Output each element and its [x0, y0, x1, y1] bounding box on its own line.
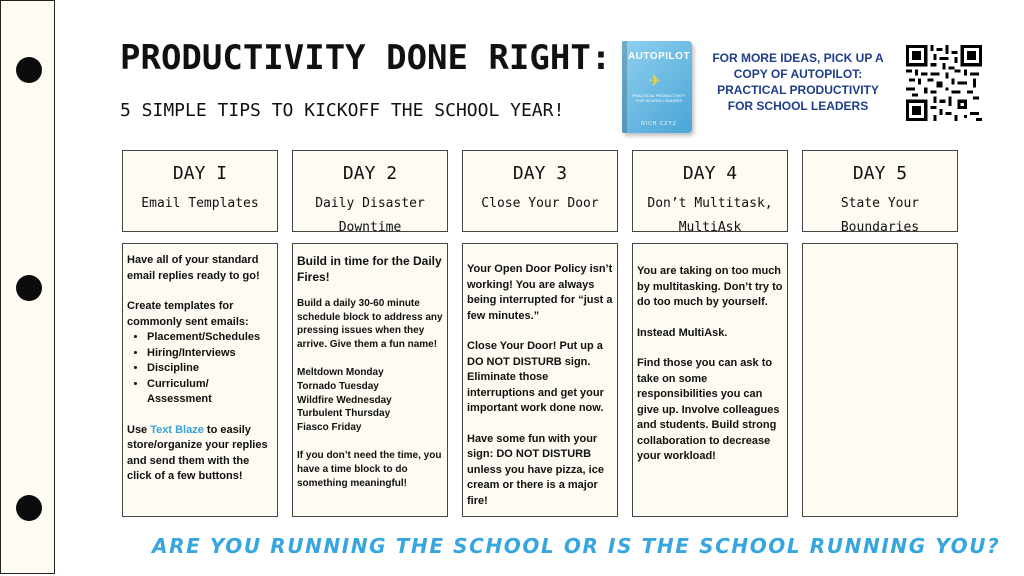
day-3-p1: Your Open Door Policy isn’t working! You are always being interrupted for “just a few minutes.” [467, 263, 613, 322]
day-label: DAY I [172, 163, 228, 184]
book-author: RICH CZYZ [641, 121, 677, 127]
list-item: • Discipline [147, 361, 273, 377]
day-2-content [292, 243, 448, 517]
day-4-header [632, 150, 788, 235]
day-4-p2: Instead MultiAsk. [637, 326, 728, 339]
day-topic: Don’t Multitask, MultiAsk [647, 196, 773, 235]
day-3-p2: Close Your Door! Put up a DO NOT DISTURB sign. Eliminate those interruptions and get your important work done now. [467, 340, 604, 414]
promo-text: FOR MORE IDEAS, PICK UP A COPY OF AUTOPILOT: PRACTICAL PRODUCTIVITY FOR SCHOOL LEADERS [712, 51, 884, 113]
tagline: ARE YOU RUNNING THE SCHOOL OR IS THE SCHOOL RUNNING YOU? [152, 534, 1001, 558]
day-2-header [292, 150, 448, 235]
day-1-tool-tip [127, 423, 273, 485]
list-item: Wildfire Wednesday [297, 394, 392, 406]
use-text: Use [127, 423, 148, 436]
day-label: DAY 2 [342, 163, 398, 184]
binder-strip [0, 0, 55, 574]
list-item: Meltdown Monday [297, 367, 384, 379]
template-list [127, 330, 273, 408]
page-title: PRODUCTIVITY DONE RIGHT: [120, 38, 612, 78]
day-3-p3: Have some fun with your sign: DO NOT DISTURB unless you have pizza, ice cream or there is a major fire! [467, 432, 604, 507]
day-4-p3: Find those you can ask to take on some responsibilities you can give up. Involve colleagues and students. Build strong collaboration to decrease your workload! [637, 357, 780, 462]
day-5-content [802, 243, 958, 517]
day-2-closing: If you don’t need the time, you have a time block to do something meaningful! [297, 450, 442, 489]
binder-hole [16, 57, 42, 83]
day-4-p1: You are taking on too much by multitasking. Don’t try to do too much by yourself. [637, 265, 783, 308]
tool-tip-rest: to easily store/organize your replies and send them with the click of a few buttons! [127, 423, 268, 482]
day-label: DAY 4 [682, 163, 738, 184]
day-topic: Email Templates [141, 196, 259, 211]
list-item: • Hiring/Interviews [147, 346, 273, 362]
book-title: AUTOPILOT [627, 51, 691, 62]
list-item: Turbulent Thursday [297, 408, 391, 420]
book-subtitle: PRACTICAL PRODUCTIVITY FOR SCHOOL LEADERS [632, 93, 686, 103]
book-cover-image [622, 41, 692, 133]
day-2-heading: Build in time for the Daily Fires! [297, 254, 442, 284]
day-4-content [632, 243, 788, 517]
binder-hole [16, 275, 42, 301]
day-1-content [122, 243, 278, 517]
day-3-header [462, 150, 618, 232]
list-item: Tornado Tuesday [297, 380, 379, 392]
page-subtitle: 5 SIMPLE TIPS TO KICKOFF THE SCHOOL YEAR! [120, 100, 565, 121]
airplane-icon: ✈ [648, 73, 662, 90]
list-item: • Curriculum/ Assessment [147, 377, 273, 408]
day-2-body: Build a daily 30-60 minute schedule block to address any pressing issues when they arrive. Give them a fun name! [297, 298, 443, 350]
list-item: • Placement/Schedules [147, 330, 273, 346]
day-label: DAY 5 [852, 163, 908, 184]
text-blaze-link[interactable]: Text Blaze [150, 423, 204, 436]
day-1-header [122, 150, 278, 232]
qr-code-icon [906, 45, 982, 121]
day-5-header [802, 150, 958, 235]
fire-names-list [297, 366, 443, 434]
day-1-intro: Have all of your standard email replies ready to go! [127, 254, 260, 282]
day-3-content [462, 243, 618, 517]
day-topic: Daily Disaster Downtime [315, 196, 425, 235]
day-1-templates-heading: Create templates for commonly sent emails: [127, 300, 249, 328]
day-label: DAY 3 [512, 163, 568, 184]
binder-hole [16, 495, 42, 521]
day-topic: Close Your Door [481, 196, 599, 211]
list-item: Fiasco Friday [297, 421, 362, 433]
day-topic: State Your Boundaries [840, 196, 920, 235]
